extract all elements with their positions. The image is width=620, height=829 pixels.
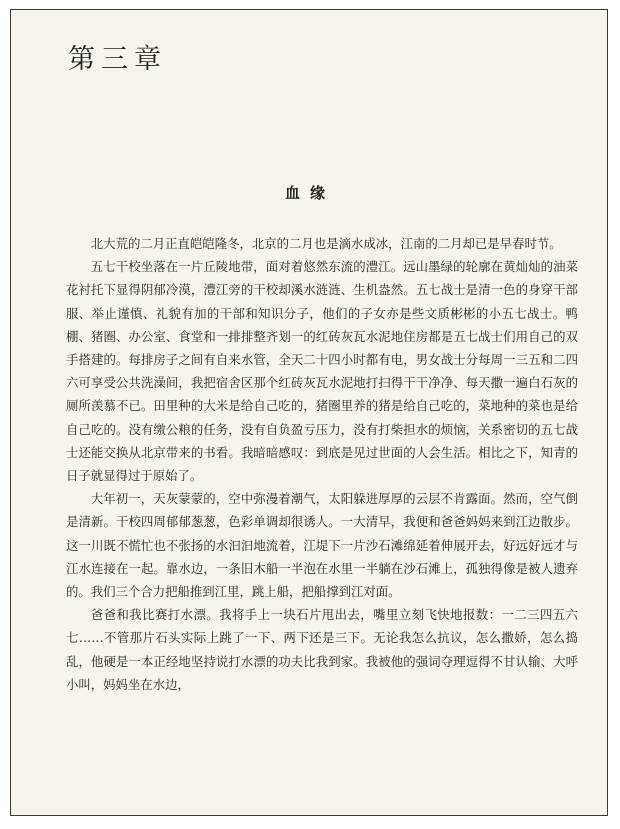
book-page: [10, 9, 608, 816]
chapter-title: 第三章: [68, 44, 167, 75]
paragraph: 北大荒的二月正直皑皑隆冬，北京的二月也是滴水成冰，江南的二月却已是早春时节。: [90, 236, 562, 251]
body-text: [66, 232, 578, 696]
paragraph: 五七干校坐落在一片丘陵地带，面对着悠然东流的澧江。远山墨绿的轮廓在黄灿灿的油菜花衬托下显得阴郁冷漠，澧江旁的干校却溪水涟涟、生机盎然。五七战士是清一色的身穿干部服、举止谨慎、礼貌有加的干部和知识分子，他们的子女亦是些文质彬彬的小五七战士。鸭棚、猪圈、办公室、食堂和一排排整齐划一的红砖灰瓦水泥地住房都是五七战士们用自己的双手搭建的。每排房子之间有自来水管，全天二十四小时都有电，男女战士分每周一三五和二四六可享受公共洗澡间，我把宿舍区那个红砖灰瓦水泥地打扫得干干净净、每天撒一遍白石灰的厕所羡慕不已。田里种的大米是给自己吃的，猪圈里养的猪是给自己吃的，菜地种的菜也是给自己吃的。没有缴公粮的任务，没有自负盈亏压力，没有打柴担水的烦恼，关系密切的五七战士还能交换从北京带来的书看。我暗暗感叹：到底是见过世面的人会生活。相比之下，知青的日子就显得过于原始了。: [66, 259, 578, 484]
section-title: 血缘: [284, 184, 335, 202]
paragraph: 大年初一，天灰蒙蒙的，空中弥漫着潮气，太阳躲进厚厚的云层不肯露面。然而，空气倒是清新。干校四周郁郁葱葱，色彩单调却很诱人。一大清早，我便和爸爸妈妈来到江边散步。这一川既不慌忙也不张扬的水汩汩地流着，江堤下一片沙石滩绵延着伸展开去，好远好远才与江水连接在一起。靠水边，一条旧木船一半泡在水里一半躺在沙石滩上，孤独得像是被人遗弃的。我们三个合力把船推到江里，跳上船，把船撑到江对面。: [66, 491, 578, 600]
paragraph: 爸爸和我比赛打水漂。我将手上一块石片甩出去，嘴里立刻飞快地报数：一二三四五六七……不管那片石头实际上跳了一下、两下还是三下。无论我怎么抗议，怎么撒娇，怎么捣乱，他硬是一本正经地坚持说打水漂的功夫比我到家。我被他的强词夺理逗得不甘认输、大呼小叫，妈妈坐在水边，: [66, 607, 578, 692]
